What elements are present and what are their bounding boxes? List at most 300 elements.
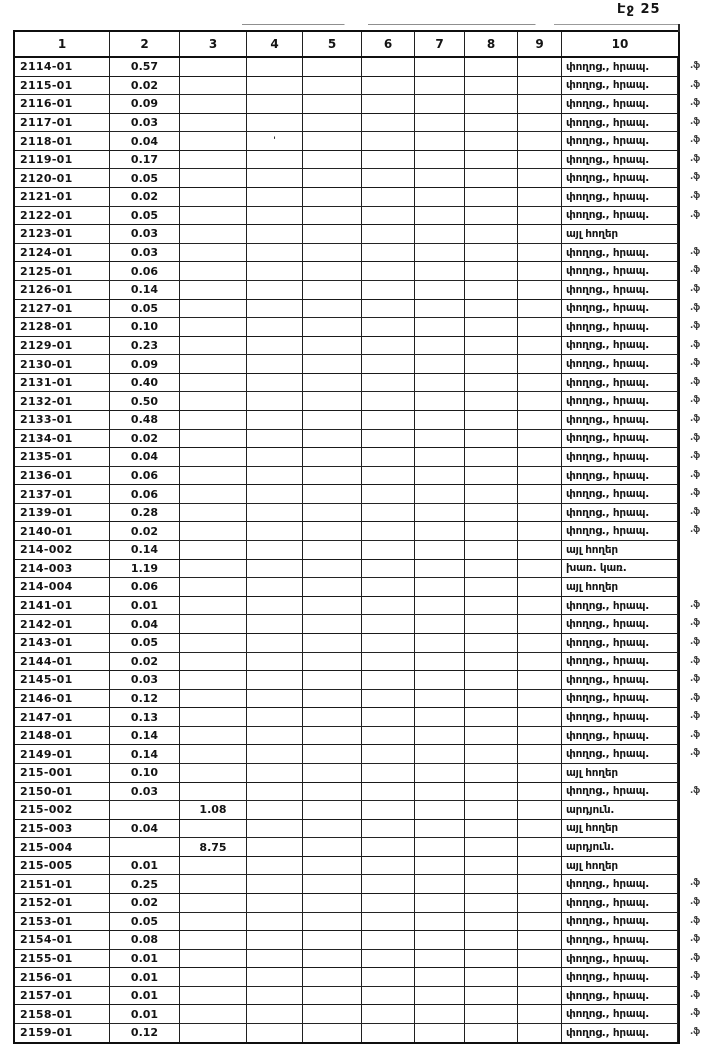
parcel-code-cell: 2148-01: [15, 727, 110, 745]
parcel-code-cell: 2158-01: [15, 1005, 110, 1023]
area-col3-cell: [180, 374, 247, 392]
col9-cell: [518, 355, 562, 373]
col5-cell: [303, 485, 362, 503]
table-row: [15, 578, 678, 597]
col6-cell: [362, 820, 415, 838]
table-row: [15, 300, 678, 319]
col6-cell: [362, 653, 415, 671]
col5-cell: [303, 411, 362, 429]
parcel-code-cell: 2136-01: [15, 467, 110, 485]
col8-cell: [465, 207, 518, 225]
col7-cell: [415, 820, 465, 838]
table-row: [15, 1024, 678, 1042]
area-col3-cell: 1.08: [180, 801, 247, 819]
col9-cell: [518, 931, 562, 949]
col4-cell: [247, 708, 303, 726]
col7-cell: [415, 745, 465, 763]
area-col2-cell: 0.02: [110, 430, 180, 448]
col7-cell: [415, 244, 465, 262]
col5-cell: [303, 1024, 362, 1042]
col7-cell: [415, 913, 465, 931]
margin-note: .ֆ: [690, 98, 700, 108]
col7-cell: [415, 764, 465, 782]
margin-note: .ֆ: [690, 154, 700, 164]
col8-cell: [465, 188, 518, 206]
col7-cell: [415, 615, 465, 633]
table-row: [15, 913, 678, 932]
col6-cell: [362, 615, 415, 633]
col9-cell: [518, 745, 562, 763]
land-use-cell: փողոց., հրապ.: [562, 987, 678, 1005]
col5-cell: [303, 950, 362, 968]
table-row: [15, 411, 678, 430]
column-header: 7: [415, 32, 465, 56]
area-col3-cell: [180, 151, 247, 169]
col6-cell: [362, 95, 415, 113]
area-col3-cell: [180, 1024, 247, 1042]
col6-cell: [362, 708, 415, 726]
area-col3-cell: [180, 931, 247, 949]
land-use-cell: այլ հողեր: [562, 225, 678, 243]
parcel-code-cell: 215-002: [15, 801, 110, 819]
col8-cell: [465, 504, 518, 522]
area-col3-cell: [180, 578, 247, 596]
land-use-cell: փողոց., հրապ.: [562, 597, 678, 615]
area-col2-cell: 0.01: [110, 857, 180, 875]
col6-cell: [362, 281, 415, 299]
parcel-code-cell: 2125-01: [15, 262, 110, 280]
col6-cell: [362, 913, 415, 931]
col9-cell: [518, 820, 562, 838]
col7-cell: [415, 430, 465, 448]
col5-cell: [303, 522, 362, 540]
land-use-cell: փողոց., հրապ.: [562, 1024, 678, 1042]
col9-cell: [518, 913, 562, 931]
col5-cell: [303, 318, 362, 336]
col9-cell: [518, 838, 562, 856]
margin-note: .ֆ: [690, 990, 700, 1000]
margin-note: .ֆ: [690, 117, 700, 127]
col4-cell: [247, 262, 303, 280]
col5-cell: [303, 132, 362, 150]
margin-note: .ֆ: [690, 730, 700, 740]
column-header: 6: [362, 32, 415, 56]
margin-note: .ֆ: [690, 210, 700, 220]
col7-cell: [415, 188, 465, 206]
land-use-cell: այլ հողեր: [562, 541, 678, 559]
col8-cell: [465, 745, 518, 763]
parcel-code-cell: 2129-01: [15, 337, 110, 355]
col5-cell: [303, 188, 362, 206]
col5-cell: [303, 467, 362, 485]
col4-cell: [247, 950, 303, 968]
col8-cell: [465, 671, 518, 689]
col5-cell: [303, 857, 362, 875]
area-col2-cell: 0.01: [110, 950, 180, 968]
col6-cell: [362, 337, 415, 355]
col9-cell: [518, 1024, 562, 1042]
col4-cell: [247, 653, 303, 671]
parcel-code-cell: 2134-01: [15, 430, 110, 448]
col6-cell: [362, 875, 415, 893]
land-use-cell: փողոց., հրապ.: [562, 727, 678, 745]
col9-cell: [518, 968, 562, 986]
col5-cell: [303, 764, 362, 782]
col4-cell: [247, 207, 303, 225]
margin-note: .ֆ: [690, 674, 700, 684]
parcel-code-cell: 2120-01: [15, 169, 110, 187]
land-use-cell: փողոց., հրապ.: [562, 783, 678, 801]
area-col3-cell: [180, 225, 247, 243]
parcel-code-cell: 2133-01: [15, 411, 110, 429]
col8-cell: [465, 727, 518, 745]
col5-cell: [303, 225, 362, 243]
col5-cell: [303, 448, 362, 466]
col9-cell: [518, 392, 562, 410]
land-use-cell: արդյուն.: [562, 801, 678, 819]
area-col2-cell: [110, 838, 180, 856]
col9-cell: [518, 225, 562, 243]
col7-cell: [415, 281, 465, 299]
margin-note: .ֆ: [690, 433, 700, 443]
parcel-code-cell: 2126-01: [15, 281, 110, 299]
table-row: [15, 169, 678, 188]
area-col2-cell: 0.04: [110, 615, 180, 633]
col7-cell: [415, 950, 465, 968]
col9-cell: [518, 467, 562, 485]
land-use-cell: փողոց., հրապ.: [562, 151, 678, 169]
column-header: 1: [15, 32, 110, 56]
col6-cell: [362, 560, 415, 578]
col4-cell: [247, 374, 303, 392]
col8-cell: [465, 894, 518, 912]
land-use-cell: փողոց., հրապ.: [562, 467, 678, 485]
col6-cell: [362, 262, 415, 280]
area-col3-cell: [180, 504, 247, 522]
col7-cell: [415, 894, 465, 912]
col6-cell: [362, 522, 415, 540]
table-row: [15, 504, 678, 523]
col9-cell: [518, 634, 562, 652]
col7-cell: [415, 522, 465, 540]
table-row: [15, 708, 678, 727]
column-header: 8: [465, 32, 518, 56]
col7-cell: [415, 114, 465, 132]
col9-cell: [518, 244, 562, 262]
area-col2-cell: 0.05: [110, 634, 180, 652]
area-col3-cell: [180, 337, 247, 355]
parcel-code-cell: 2159-01: [15, 1024, 110, 1042]
col4-cell: [247, 169, 303, 187]
col6-cell: [362, 764, 415, 782]
col9-cell: [518, 95, 562, 113]
col7-cell: [415, 968, 465, 986]
col9-cell: [518, 578, 562, 596]
margin-note: .ֆ: [690, 786, 700, 796]
col4-cell: [247, 300, 303, 318]
table-row: [15, 485, 678, 504]
col7-cell: [415, 838, 465, 856]
parcel-code-cell: 2146-01: [15, 690, 110, 708]
parcel-code-cell: 2115-01: [15, 77, 110, 95]
col8-cell: [465, 169, 518, 187]
col4-cell: [247, 838, 303, 856]
land-use-cell: խառ. կառ.: [562, 560, 678, 578]
area-col3-cell: [180, 745, 247, 763]
area-col3-cell: [180, 560, 247, 578]
col4-cell: [247, 485, 303, 503]
col6-cell: [362, 1005, 415, 1023]
col9-cell: [518, 950, 562, 968]
col8-cell: [465, 392, 518, 410]
col5-cell: [303, 820, 362, 838]
parcel-code-cell: 2154-01: [15, 931, 110, 949]
col7-cell: [415, 207, 465, 225]
col9-cell: [518, 504, 562, 522]
col9-cell: [518, 207, 562, 225]
col9-cell: [518, 690, 562, 708]
land-use-cell: այլ հողեր: [562, 764, 678, 782]
margin-note: .ֆ: [690, 321, 700, 331]
parcel-code-cell: 215-004: [15, 838, 110, 856]
col5-cell: [303, 671, 362, 689]
col8-cell: [465, 634, 518, 652]
parcel-code-cell: 2153-01: [15, 913, 110, 931]
land-use-cell: փողոց., հրապ.: [562, 132, 678, 150]
col8-cell: [465, 597, 518, 615]
col6-cell: [362, 727, 415, 745]
col4-cell: [247, 634, 303, 652]
col9-cell: [518, 448, 562, 466]
parcel-code-cell: 2150-01: [15, 783, 110, 801]
margin-note: .ֆ: [690, 358, 700, 368]
area-col2-cell: 0.06: [110, 485, 180, 503]
col8-cell: [465, 560, 518, 578]
margin-note: .ֆ: [690, 916, 700, 926]
col6-cell: [362, 207, 415, 225]
col6-cell: [362, 541, 415, 559]
parcel-code-cell: 2123-01: [15, 225, 110, 243]
parcel-code-cell: 2132-01: [15, 392, 110, 410]
col4-cell: [247, 690, 303, 708]
col5-cell: [303, 968, 362, 986]
margin-note: .ֆ: [690, 711, 700, 721]
col7-cell: [415, 671, 465, 689]
col6-cell: [362, 467, 415, 485]
area-col3-cell: [180, 95, 247, 113]
parcel-code-cell: 2147-01: [15, 708, 110, 726]
area-col2-cell: 0.02: [110, 894, 180, 912]
table-row: [15, 931, 678, 950]
col5-cell: [303, 337, 362, 355]
area-col2-cell: 0.14: [110, 541, 180, 559]
land-use-cell: փողոց., հրապ.: [562, 95, 678, 113]
col9-cell: [518, 783, 562, 801]
col4-cell: [247, 318, 303, 336]
col6-cell: [362, 1024, 415, 1042]
parcel-code-cell: 2145-01: [15, 671, 110, 689]
col5-cell: [303, 931, 362, 949]
margin-note: .ֆ: [690, 61, 700, 71]
land-use-cell: փողոց., հրապ.: [562, 337, 678, 355]
col4-cell: [247, 1005, 303, 1023]
col9-cell: [518, 615, 562, 633]
col9-cell: [518, 58, 562, 76]
col6-cell: [362, 132, 415, 150]
col7-cell: [415, 783, 465, 801]
col5-cell: [303, 597, 362, 615]
col8-cell: [465, 1005, 518, 1023]
col8-cell: [465, 838, 518, 856]
land-use-cell: փողոց., հրապ.: [562, 968, 678, 986]
table-header-row: [15, 32, 678, 58]
area-col3-cell: [180, 485, 247, 503]
land-use-cell: փողոց., հրապ.: [562, 690, 678, 708]
col4-cell: [247, 745, 303, 763]
area-col3-cell: [180, 690, 247, 708]
col5-cell: [303, 801, 362, 819]
col5-cell: [303, 430, 362, 448]
col4-cell: [247, 355, 303, 373]
parcel-code-cell: 2139-01: [15, 504, 110, 522]
area-col3-cell: [180, 1005, 247, 1023]
table-row: [15, 875, 678, 894]
col6-cell: [362, 77, 415, 95]
col8-cell: [465, 467, 518, 485]
area-col2-cell: 0.14: [110, 727, 180, 745]
col7-cell: [415, 411, 465, 429]
col8-cell: [465, 950, 518, 968]
area-col2-cell: 0.05: [110, 300, 180, 318]
col8-cell: [465, 913, 518, 931]
area-col2-cell: 0.50: [110, 392, 180, 410]
area-col2-cell: 0.02: [110, 188, 180, 206]
table-row: [15, 987, 678, 1006]
col9-cell: [518, 894, 562, 912]
parcel-code-cell: 214-004: [15, 578, 110, 596]
col8-cell: [465, 653, 518, 671]
margin-note: .ֆ: [690, 340, 700, 350]
table-row: [15, 188, 678, 207]
area-col3-cell: [180, 522, 247, 540]
table-row: [15, 541, 678, 560]
col8-cell: [465, 430, 518, 448]
area-col2-cell: 0.01: [110, 597, 180, 615]
land-use-cell: փողոց., հրապ.: [562, 374, 678, 392]
table-row: [15, 430, 678, 449]
area-col2-cell: 0.08: [110, 931, 180, 949]
col4-cell: [247, 1024, 303, 1042]
col7-cell: [415, 132, 465, 150]
land-use-cell: փողոց., հրապ.: [562, 615, 678, 633]
area-col2-cell: 0.17: [110, 151, 180, 169]
table-row: [15, 281, 678, 300]
land-use-cell: փողոց., հրապ.: [562, 281, 678, 299]
table-row: [15, 244, 678, 263]
parcel-code-cell: 2114-01: [15, 58, 110, 76]
area-col3-cell: [180, 727, 247, 745]
margin-note: .ֆ: [690, 284, 700, 294]
margin-note: .ֆ: [690, 135, 700, 145]
land-use-cell: փողոց., հրապ.: [562, 169, 678, 187]
area-col3-cell: [180, 132, 247, 150]
margin-note: .ֆ: [690, 525, 700, 535]
col9-cell: [518, 77, 562, 95]
col6-cell: [362, 430, 415, 448]
land-use-cell: փողոց., հրապ.: [562, 1005, 678, 1023]
col4-cell: [247, 522, 303, 540]
col6-cell: [362, 318, 415, 336]
col4-cell: [247, 615, 303, 633]
area-col3-cell: [180, 355, 247, 373]
land-use-cell: փողոց., հրապ.: [562, 504, 678, 522]
col4-cell: [247, 151, 303, 169]
parcel-code-cell: 2157-01: [15, 987, 110, 1005]
parcel-code-cell: 2152-01: [15, 894, 110, 912]
area-col2-cell: 0.04: [110, 132, 180, 150]
land-use-cell: փողոց., հրապ.: [562, 913, 678, 931]
col6-cell: [362, 931, 415, 949]
table-row: [15, 968, 678, 987]
area-col2-cell: 0.03: [110, 671, 180, 689]
parcel-code-cell: 215-001: [15, 764, 110, 782]
land-use-cell: փողոց., հրապ.: [562, 188, 678, 206]
col8-cell: [465, 262, 518, 280]
area-col3-cell: [180, 58, 247, 76]
table-row: [15, 318, 678, 337]
land-use-cell: փողոց., հրապ.: [562, 950, 678, 968]
col8-cell: [465, 578, 518, 596]
col8-cell: [465, 337, 518, 355]
area-col2-cell: 0.14: [110, 281, 180, 299]
parcel-code-cell: 2156-01: [15, 968, 110, 986]
area-col2-cell: 0.02: [110, 522, 180, 540]
table-row: [15, 355, 678, 374]
parcel-code-cell: 2141-01: [15, 597, 110, 615]
land-use-cell: փողոց., հրապ.: [562, 318, 678, 336]
col9-cell: [518, 560, 562, 578]
col6-cell: [362, 411, 415, 429]
col5-cell: [303, 913, 362, 931]
land-use-cell: փողոց., հրապ.: [562, 745, 678, 763]
margin-note: .ֆ: [690, 934, 700, 944]
col7-cell: [415, 448, 465, 466]
area-col3-cell: [180, 392, 247, 410]
col4-cell: [247, 783, 303, 801]
area-col2-cell: 0.06: [110, 467, 180, 485]
area-col2-cell: 0.04: [110, 448, 180, 466]
col5-cell: [303, 541, 362, 559]
table-row: [15, 151, 678, 170]
col4-cell: [247, 411, 303, 429]
col5-cell: [303, 615, 362, 633]
col5-cell: [303, 838, 362, 856]
table-row: [15, 690, 678, 709]
table-row: [15, 838, 678, 857]
col5-cell: [303, 355, 362, 373]
col4-cell: [247, 77, 303, 95]
col8-cell: [465, 225, 518, 243]
table-row: [15, 801, 678, 820]
area-col2-cell: 0.05: [110, 913, 180, 931]
parcel-code-cell: 2137-01: [15, 485, 110, 503]
area-col2-cell: 0.06: [110, 578, 180, 596]
col9-cell: [518, 114, 562, 132]
col6-cell: [362, 58, 415, 76]
col8-cell: [465, 411, 518, 429]
col8-cell: [465, 95, 518, 113]
col4-cell: [247, 875, 303, 893]
